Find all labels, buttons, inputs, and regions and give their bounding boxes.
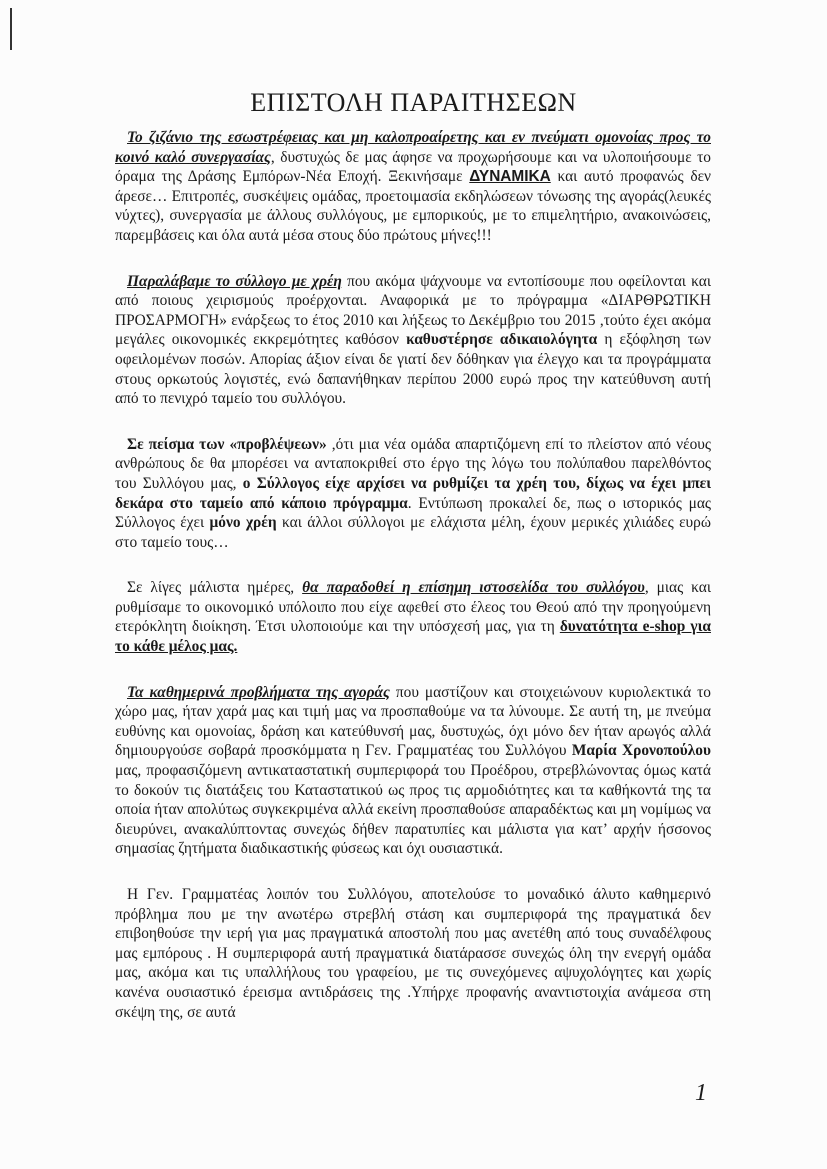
- body-text: μας, προφασιζόμενη αντικαταστατική συμπεριφορά του Προέδρου, στρεβλώνοντας όμως κατά το δοκούν τις διατάξεις του Καταστατικού ως προς τις αρμοδιότητες και τα καθήκοντά της τα οποία ήταν απολύτως συγκεκριμένα αλλά εκείνη προσπαθούσε απαραδέκτως και μη νομίμως να διευρύνει, ανακαλύπτοντας συνεχώς δήθεν παρατυπίες και μάλιστα για κατ’ αρχήν ήσσονος σημασίας ζητήματα διαδικαστικής φύσεως και όχι ουσιαστικά.: [115, 762, 711, 858]
- body-text: Η Γεν. Γραμματέας λοιπόν του Συλλόγου, αποτελούσε το μοναδικό άλυτο καθημερινό πρόβλημα που με την ανωτέρω στρεβλή στάση και συμπεριφορά της πραγματικά δεν επιβοηθούσε την ιερή για μας πραγματικά αποστολή που μας ανετέθη από τους συναδέλφους μας εμπόρους . Η συμπεριφορά αυτή πραγματικά διατάρασσε συνεχώς όλη την ενεργή ομάδα μας, ακόμα και τις υπαλλήλους του γραφείου, με τις συνεχόμενες αψυχολόγητες και χωρίς κανένα ουσιαστικό έρεισμα αντιδράσεις της .Υπήρχε προφανής αναντιστοιχία ανάμεσα στη σκέψη της, σε αυτά: [115, 886, 711, 1021]
- emphasis-text: Τα καθημερινά προβλήματα της αγοράς: [127, 683, 390, 701]
- paragraph-6: [115, 885, 711, 1022]
- emphasis-text: μόνο χρέη: [209, 514, 277, 532]
- body-text: που ακόμα ψάχνουμε να εντοπίσουμε που οφείλονται και από ποιους χειρισμούς προέρχονται. Αναφορικά με το πρόγραμμα «ΔΙΑΡΘΡΩΤΙΚΗ ΠΡΟΣΑΡΜΟΓΗ» ενάρξεως το έτος 2010 και λήξεως το Δεκέμβριο του 2015 ,τούτο έχει ακόμα μεγάλες οικονομικές εκκρεμότητες καθόσον: [115, 272, 711, 349]
- body-text: η εξόφληση των οφειλομένων ποσών. Απορίας άξιον είναι δε γιατί δεν δόθηκαν για έλεγχο και τα προγράμματα στους ορκωτούς λογιστές, ενώ δαπανήθηκαν περίπου 2000 ευρώ προς την κατεύθυνση αυτή από το πενιχρό ταμείο του συλλόγου.: [115, 331, 711, 408]
- emphasis-text: Παραλάβαμε το σύλλογο με χρέη: [127, 272, 342, 290]
- body-text: και αυτό προφανώς δεν άρεσε… Επιτροπές, συσκέψεις ομάδας, προετοιμασία εκδηλώσεων τόνωσης της αγοράς(λευκές νύχτες), συνεργασία με άλλους συλλόγους, με εμπορικούς, με το επιμελητήριο, ανακοινώσεις, παρεμβάσεις και όλα αυτά μέσα στους δύο πρώτους μήνες!!!: [115, 168, 711, 244]
- emphasis-text: θα παραδοθεί η επίσημη ιστοσελίδα του συλλόγου: [302, 579, 645, 597]
- body-text: και άλλοι σύλλογοι με ελάχιστα μέλη, έχουν μερικές χιλιάδες ευρώ στο ταμείο τους…: [115, 514, 711, 551]
- emphasis-text: Το ζιζάνιο της εσωστρέφειας και μη καλοπροαίρετης και εν πνεύματι ομονοίας προς το κοινό καλό συνεργασίας: [115, 129, 711, 166]
- scan-edge-mark: [10, 8, 12, 50]
- paragraph-4: [115, 578, 711, 656]
- document-title: ΕΠΙΣΤΟΛΗ ΠΑΡΑΙΤΗΣΕΩΝ: [250, 88, 577, 117]
- paragraph-2: [115, 272, 711, 409]
- paragraph-1: [115, 128, 711, 246]
- body-text: , δυστυχώς δε μας άφησε να προχωρήσουμε και να υλοποιήσουμε το όραμα της Δράσης Εμπόρων-Νέα Εποχή. Ξεκινήσαμε: [115, 148, 711, 186]
- emphasis-text: Σε πείσμα των «προβλέψεων»: [127, 435, 327, 453]
- emphasis-text: δυνατότητα e-shop για το κάθε μέλος μας.: [115, 618, 711, 656]
- body-text: . Εντύπωση προκαλεί δε, πως ο ιστορικός μας Σύλλογος έχει: [115, 494, 711, 532]
- emphasis-text: Μαρία Χρονοπούλου: [571, 742, 711, 760]
- body-text: , μιας και ρυθμίσαμε το οικονομικό υπόλοιπο που είχε αφεθεί στο έλεος του Θεού από την προηγούμενη ετερόκλητη διοίκηση. Έτσι υλοποιούμε και την υπόσχεσή μας, για τη: [115, 579, 711, 636]
- page-number: 1: [695, 1080, 707, 1106]
- document-body: [115, 128, 711, 1048]
- emphasis-text: ο Σύλλογος είχε αρχίσει να ρυθμίζει τα χρέη του, δίχως να έχει μπει δεκάρα στο ταμείο από κάποιο πρόγραμμα: [115, 474, 711, 512]
- emphasis-text: ΔΥΝΑΜΙΚΑ: [469, 168, 551, 186]
- emphasis-text: καθυστέρησε αδικαιολόγητα: [406, 331, 598, 349]
- body-text: ,ότι μια νέα ομάδα απαρτιζόμενη επί το πλείστον από νέους ανθρώπους δε θα μπορέσει να ανταποκριθεί στο έργο της λόγω του πολύπαθου παρελθόντος του Συλλόγου μας,: [115, 435, 711, 492]
- paragraph-3: [115, 435, 711, 553]
- paragraph-5: [115, 683, 711, 859]
- body-text: που μαστίζουν και στοιχειώνουν κυριολεκτικά το χώρο μας, ήταν χαρά μας και τιμή μας να προσπαθούμε να τα λύνουμε. Σε αυτή τη, με πνεύμα ευθύνης και ομονοίας, δράση και κατεύθυνσή μας, δυστυχώς, όχι μόνο δεν ήταν αρωγός αλλά δημιουργούσε σοβαρά προσκόμματα η Γεν. Γραμματέας του Συλλόγου: [115, 683, 711, 760]
- body-text: Σε λίγες μάλιστα ημέρες,: [127, 579, 303, 597]
